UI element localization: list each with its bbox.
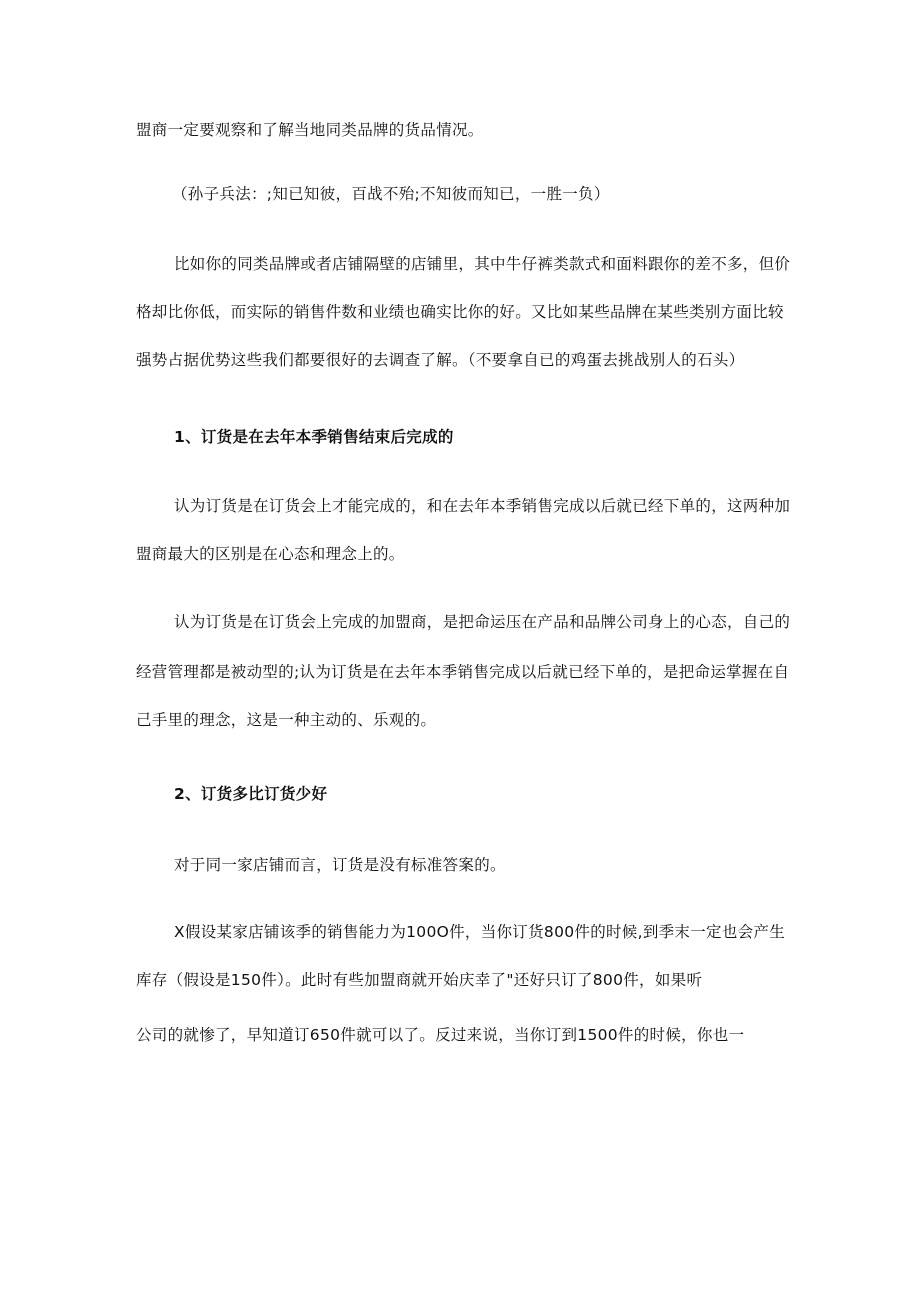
text-line-13: 对于同一家店铺而言，订货是没有标准答案的。 <box>174 856 506 874</box>
text-line-3: 比如你的同类品牌或者店铺隔壁的店铺里，其中牛仔裤类款式和面料跟你的差不多，但价 <box>174 255 791 273</box>
text-line-sunzi-quote: （孙子兵法：;知已知彼，百战不殆;不知彼而知已，一胜一负） <box>172 185 610 203</box>
text-line-11: 己手里的理念，这是一种主动的、乐观的。 <box>136 711 437 729</box>
text-line-14: X假设某家店铺该季的销售能力为100O件，当你订货800件的时候,到季末一定也会产生 <box>174 923 786 941</box>
text-line-7: 认为订货是在订货会上才能完成的，和在去年本季销售完成以后就已经下单的，这两种加 <box>174 497 791 515</box>
text-line-16: 公司的就惨了，早知道订650件就可以了。反过来说，当你订到1500件的时候，你也一 <box>136 1026 745 1044</box>
text-line-15: 库存（假设是150件）。此时有些加盟商就开始庆幸了"还好只订了800件，如果听 <box>136 971 703 989</box>
text-line-5: 强势占据优势这些我们都要很好的去调查了解。（不要拿自已的鸡蛋去挑战别人的石头） <box>136 351 745 369</box>
text-line-9: 认为订货是在订货会上完成的加盟商，是把命运压在产品和品牌公司身上的心态，自己的 <box>174 613 791 631</box>
text-line-4: 格却比你低，而实际的销售件数和业绩也确实比你的好。又比如某些品牌在某些类别方面比较 <box>136 303 784 321</box>
text-line-10: 经营管理都是被动型的;认为订货是在去年本季销售完成以后就已经下单的，是把命运掌握在自 <box>136 663 790 681</box>
section-heading-2: 2、订货多比订货少好 <box>174 785 328 803</box>
section-heading-1: 1、订货是在去年本季销售结束后完成的 <box>174 428 454 446</box>
text-line-8: 盟商最大的区别是在心态和理念上的。 <box>136 545 405 563</box>
text-line-1: 盟商一定要观察和了解当地同类品牌的货品情况。 <box>136 121 484 139</box>
